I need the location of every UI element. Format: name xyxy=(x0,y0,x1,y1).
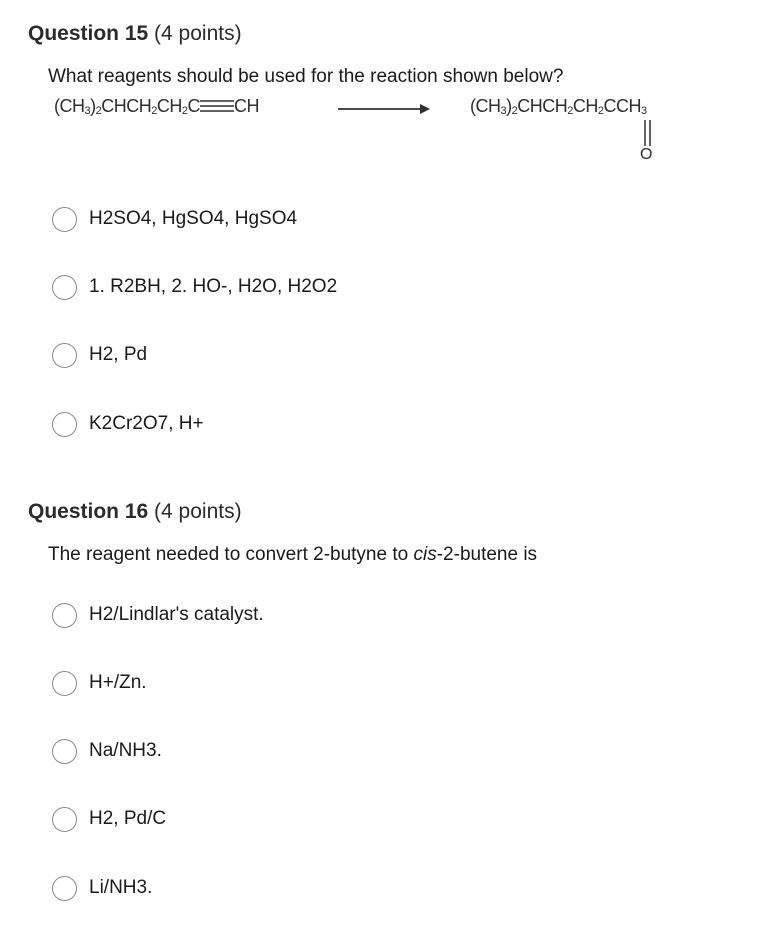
radio-button[interactable] xyxy=(52,876,77,901)
q15-option-2[interactable] xyxy=(52,273,337,301)
option-label: K2Cr2O7, H+ xyxy=(89,413,204,434)
q15-option-3[interactable] xyxy=(52,341,147,369)
question-15-points: (4 points) xyxy=(154,22,242,45)
product-formula: $(CH_3)_2CHCH_2CH_2CCH_3$ xyxy=(470,96,647,117)
radio-button[interactable] xyxy=(52,671,77,696)
q16-option-1[interactable] xyxy=(52,601,264,629)
radio-button[interactable] xyxy=(52,807,77,832)
radio-button[interactable] xyxy=(52,275,77,300)
radio-button[interactable] xyxy=(52,343,77,368)
radio-button[interactable] xyxy=(52,207,77,232)
question-16-header xyxy=(28,500,242,524)
carbonyl-oxygen: O xyxy=(640,146,652,163)
question-16-title: Question 16 xyxy=(28,500,149,523)
option-label: H2, Pd/C xyxy=(89,808,167,829)
q15-option-4[interactable] xyxy=(52,410,204,438)
q15-option-1[interactable] xyxy=(52,205,297,233)
option-label: H2SO4, HgSO4, HgSO4 xyxy=(89,208,298,229)
question-15-prompt: What reagents should be used for the reaction shown below? xyxy=(48,66,564,87)
carbonyl-carbon: C xyxy=(603,96,616,116)
reaction-scheme xyxy=(48,90,708,170)
q16-option-4[interactable] xyxy=(52,805,166,833)
reactant-formula: $(CH_3)_2CHCH_2CH_2C$ CH xyxy=(54,96,259,117)
option-label: H2/Lindlar's catalyst. xyxy=(89,604,264,625)
reaction-arrow-icon xyxy=(338,102,430,116)
option-label: H2, Pd xyxy=(89,344,148,365)
question-16-prompt: The reagent needed to convert 2-butyne to cis-2-butene is xyxy=(48,544,538,565)
option-label: Na/NH3. xyxy=(89,740,162,761)
question-15-header xyxy=(28,22,242,46)
question-15-title: Question 15 xyxy=(28,22,149,45)
radio-button[interactable] xyxy=(52,412,77,437)
q16-option-3[interactable] xyxy=(52,737,162,765)
question-16-points: (4 points) xyxy=(154,500,242,523)
triple-bond xyxy=(200,99,234,113)
radio-button[interactable] xyxy=(52,603,77,628)
option-label: 1. R2BH, 2. HO-, H2O, H2O2 xyxy=(89,276,338,297)
q16-option-2[interactable] xyxy=(52,669,147,697)
option-label: H+/Zn. xyxy=(89,672,147,693)
q16-option-5[interactable] xyxy=(52,874,152,902)
option-label: Li/NH3. xyxy=(89,877,153,898)
radio-button[interactable] xyxy=(52,739,77,764)
